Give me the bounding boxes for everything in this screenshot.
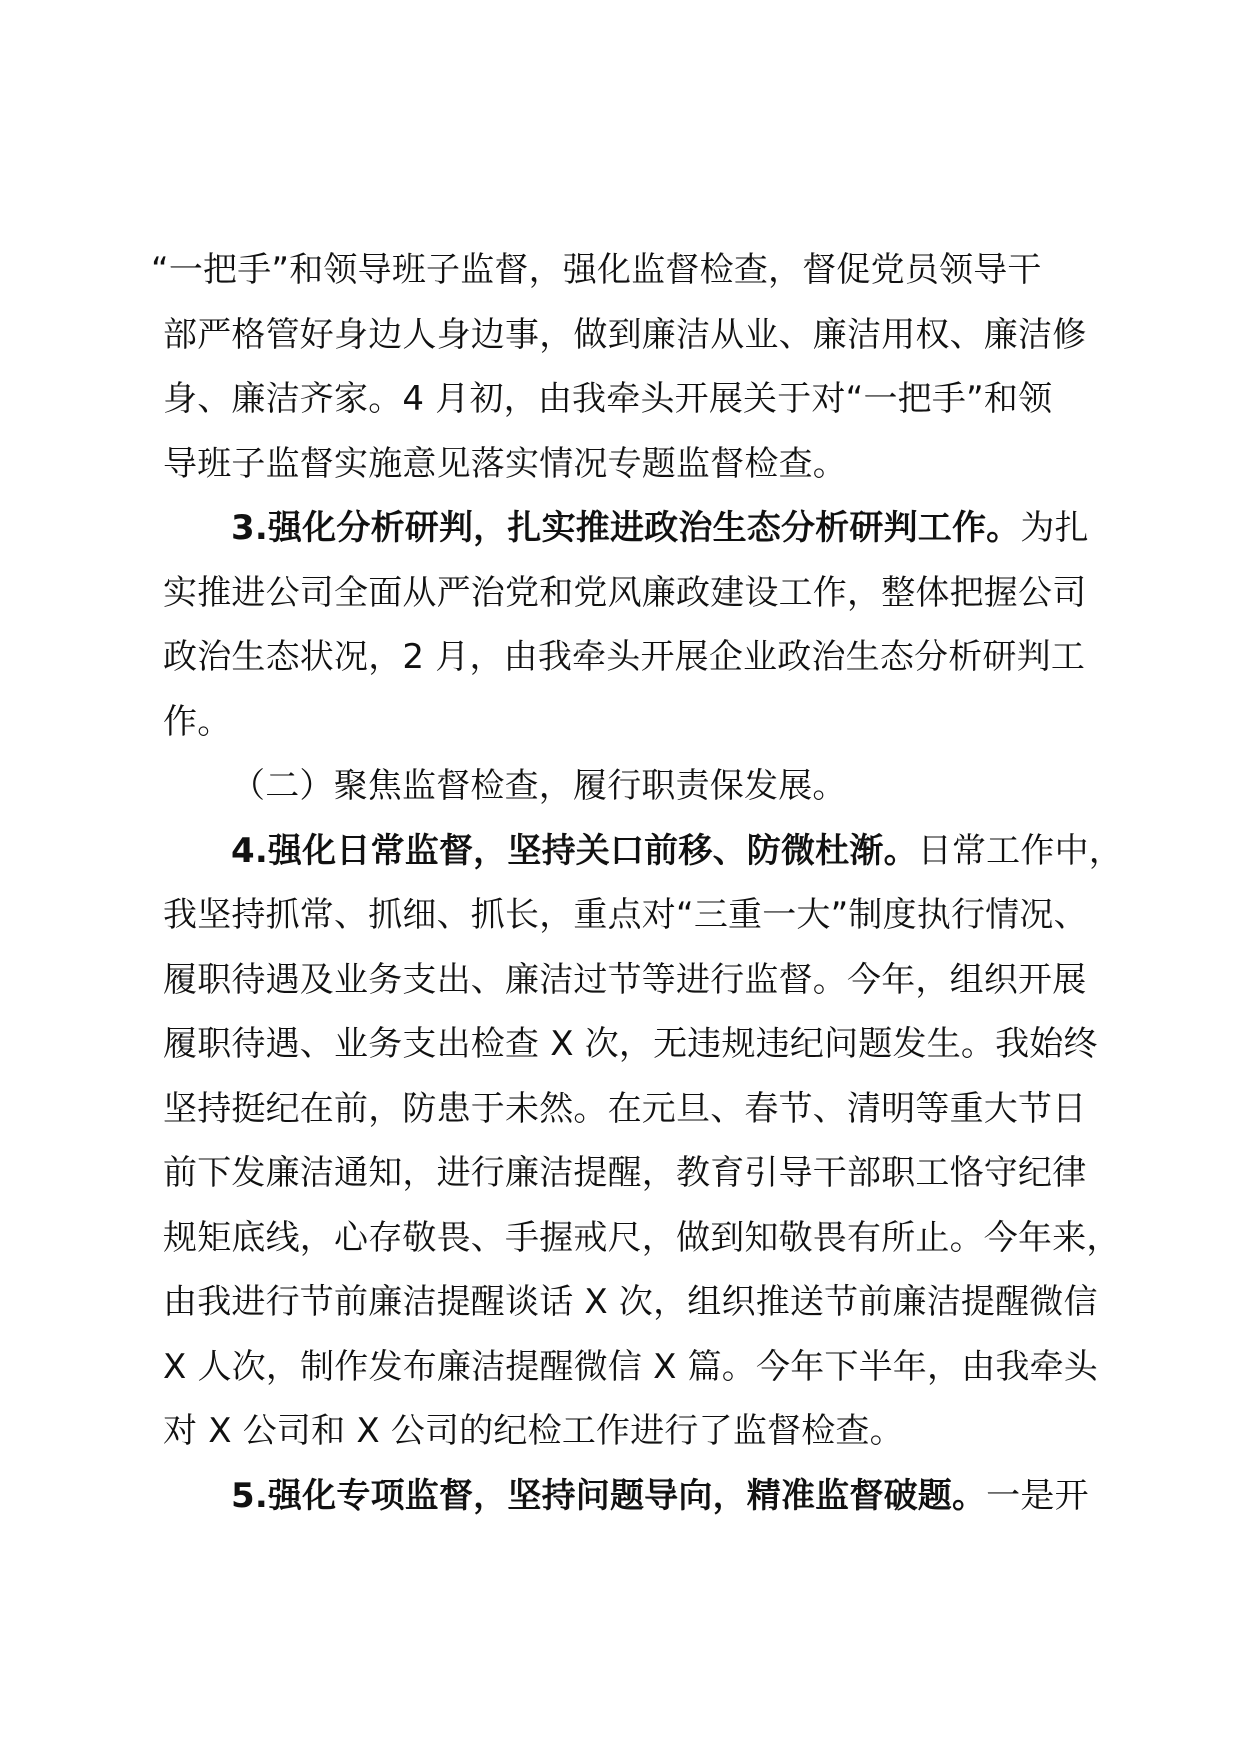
paragraph-line <box>163 1012 1100 1077</box>
paragraph-line <box>163 303 1100 368</box>
line-text: 履职待遇及业务支出、廉洁过节等进行监督。今年，组织开展 <box>163 959 1087 1000</box>
paragraph-line <box>163 561 1100 626</box>
line-text: 身、廉洁齐家。4 月初，由我牵头开展关于对“一把手”和领 <box>163 379 1053 419</box>
section-heading-line <box>163 819 1123 884</box>
paragraph-line <box>163 1141 1100 1206</box>
line-text: 前下发廉洁通知，进行廉洁提醒，教育引导干部职工恪守纪律 <box>163 1153 1087 1193</box>
paragraph-line <box>163 625 1100 690</box>
paragraph-line <box>163 1335 1100 1400</box>
paragraph-line <box>163 948 1100 1013</box>
section-heading-3: 3.强化分析研判，扎实推进政治生态分析研判工作。 <box>231 508 1021 548</box>
line-text: 日常工作中， <box>917 830 1123 871</box>
line-text: X 人次，制作发布廉洁提醒微信 X 篇。今年下半年，由我牵头 <box>163 1346 1099 1387</box>
section-heading-line <box>163 1464 1100 1529</box>
line-text: 实推进公司全面从严治党和党风廉政建设工作，整体把握公司 <box>163 572 1087 613</box>
line-text: 政治生态状况，2 月，由我牵头开展企业政治生态分析研判工 <box>163 637 1086 677</box>
line-text: 坚持挺纪在前，防患于未然。在元旦、春节、清明等重大节日 <box>163 1088 1087 1129</box>
section-heading-4: 4.强化日常监督，坚持关口前移、防微杜渐。 <box>231 830 918 871</box>
line-text: 规矩底线，心存敬畏、手握戒尺，做到知敬畏有所止。今年来， <box>163 1217 1121 1258</box>
line-text: 对 X 公司和 X 公司的纪检工作进行了监督检查。 <box>163 1411 904 1451</box>
paragraph-line <box>163 367 1100 432</box>
line-text: “一把手”和领导班子监督，强化监督检查，督促党员领导干 <box>151 250 1042 290</box>
line-text: 为扎 <box>1020 508 1089 548</box>
line-text: 我坚持抓常、抓细、抓长，重点对“三重一大”制度执行情况、 <box>163 895 1088 935</box>
subsection-heading: （二）聚焦监督检查，履行职责保发展。 <box>231 766 847 806</box>
paragraph-line <box>163 1206 1121 1271</box>
line-text: 作。 <box>163 701 232 742</box>
paragraph-line <box>163 690 1100 755</box>
paragraph-line <box>163 432 1100 497</box>
document-body <box>151 238 1123 1528</box>
line-text: 履职待遇、业务支出检查 X 次，无违规违纪问题发生。我始终 <box>163 1024 1098 1064</box>
section-heading-5: 5.强化专项监督，坚持问题导向，精准监督破题。 <box>231 1475 987 1516</box>
paragraph-line <box>163 1270 1100 1335</box>
paragraph-line <box>151 238 1100 303</box>
line-text: 部严格管好身边人身边事，做到廉洁从业、廉洁用权、廉洁修 <box>163 314 1087 355</box>
line-text: 一是开 <box>986 1475 1089 1516</box>
paragraph-line <box>163 1077 1100 1142</box>
line-text: 导班子监督实施意见落实情况专题监督检查。 <box>163 443 847 484</box>
paragraph-line <box>163 883 1100 948</box>
section-heading-line <box>163 496 1100 561</box>
paragraph-line <box>163 1399 1100 1464</box>
line-text: 由我进行节前廉洁提醒谈话 X 次，组织推送节前廉洁提醒微信 <box>163 1282 1098 1322</box>
subsection-heading-line <box>163 754 1100 819</box>
